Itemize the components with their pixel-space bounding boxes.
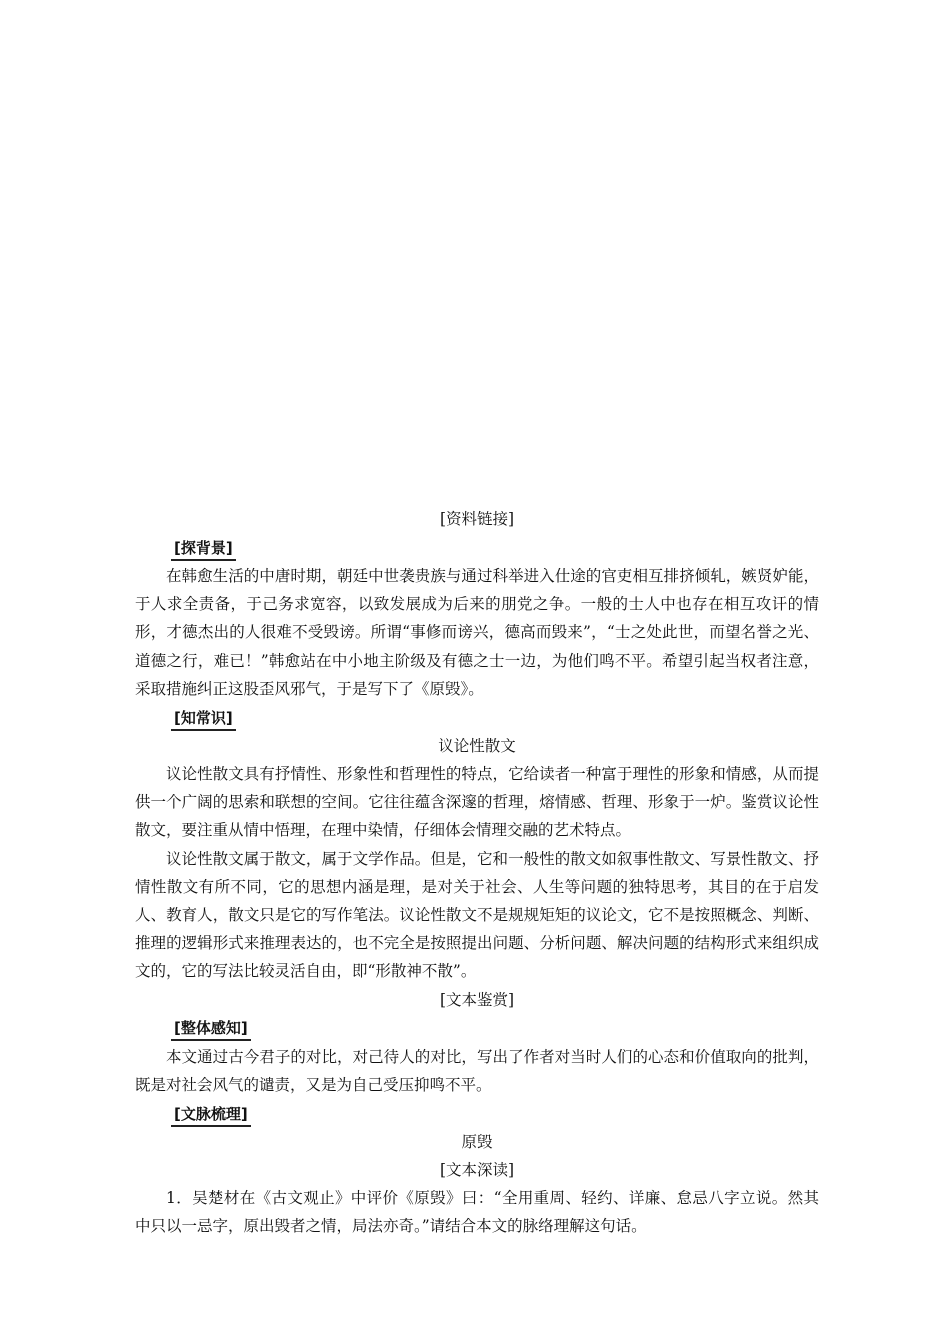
background-paragraph: 在韩愈生活的中唐时期，朝廷中世袭贵族与通过科举进入仕途的官吏相互排挤倾轧，嫉贤妒能，于人求全责备，于己务求宽容，以致发展成为后来的朋党之争。一般的士人中也存在相互攻讦的情形，才德杰出的人很难不受毁谤。所谓“事修而谤兴，德高而毁来”，“士之处此世，而望名誉之光、道德之行，难已！”韩愈站在中小地主阶级及有德之士一边，为他们鸣不平。希望引起当权者注意，采取措施纠正这股歪风邪气，于是写下了《原毁》。 [135,567,819,698]
overall-tag: [整体感知] [171,1017,251,1041]
document-body [135,505,819,1240]
overall-paragraph: 本文通过古今君子的对比，对己待人的对比，写出了作者对当时人们的心态和价值取向的批判，既是对社会风气的谴责，又是为自己受压抑鸣不平。 [135,1047,819,1094]
appreciation-heading: [文本鉴赏] [439,990,515,1009]
structure-tag-line [135,1099,819,1128]
materials-heading: [资料链接] [439,510,515,528]
deep-reading-heading: [文本深读] [439,1161,515,1180]
overall-tag-line [135,1014,819,1043]
knowledge-paragraph-2: 议论性散文属于散文，属于文学作品。但是，它和一般性的散文如叙事性散文、写景性散文、抒情性散文有所不同，它的思想内涵是理，是对关于社会、人生等问题的独特思考，其目的在于启发人、教育人，散文只是它的写作笔法。议论性散文不是规规矩矩的议论文，它不是按照概念、判断、推理的逻辑形式来推理表达的，也不完全是按照提出问题、分析问题、解决问题的结构形式来组织成文的，它的写法比较灵活自由，即“形散神不散”。 [135,849,819,981]
structure-title: 原毁 [461,1133,493,1152]
structure-tag: [文脉梳理] [171,1103,251,1127]
knowledge-tag: [知常识] [171,707,236,731]
background-tag: [探背景] [171,537,236,561]
knowledge-paragraph-1: 议论性散文具有抒情性、形象性和哲理性的特点，它给读者一种富于理性的形象和情感，从而提供一个广阔的思索和联想的空间。它往往蕴含深邃的哲理，熔情感、哲理、形象于一炉。鉴赏议论性散文，要注重从情中悟理，在理中染情，仔细体会情理交融的艺术特点。 [135,765,819,840]
background-tag-line [135,533,819,562]
knowledge-tag-line [135,703,819,732]
question-1: 1．吴楚材在《古文观止》中评价《原毁》曰：“全用重周、轻约、详廉、怠忌八字立说。然其中只以一忌字，原出毁者之情，局法亦奇。”请结合本文的脉络理解这句话。 [135,1189,819,1236]
knowledge-title: 议论性散文 [438,737,516,756]
